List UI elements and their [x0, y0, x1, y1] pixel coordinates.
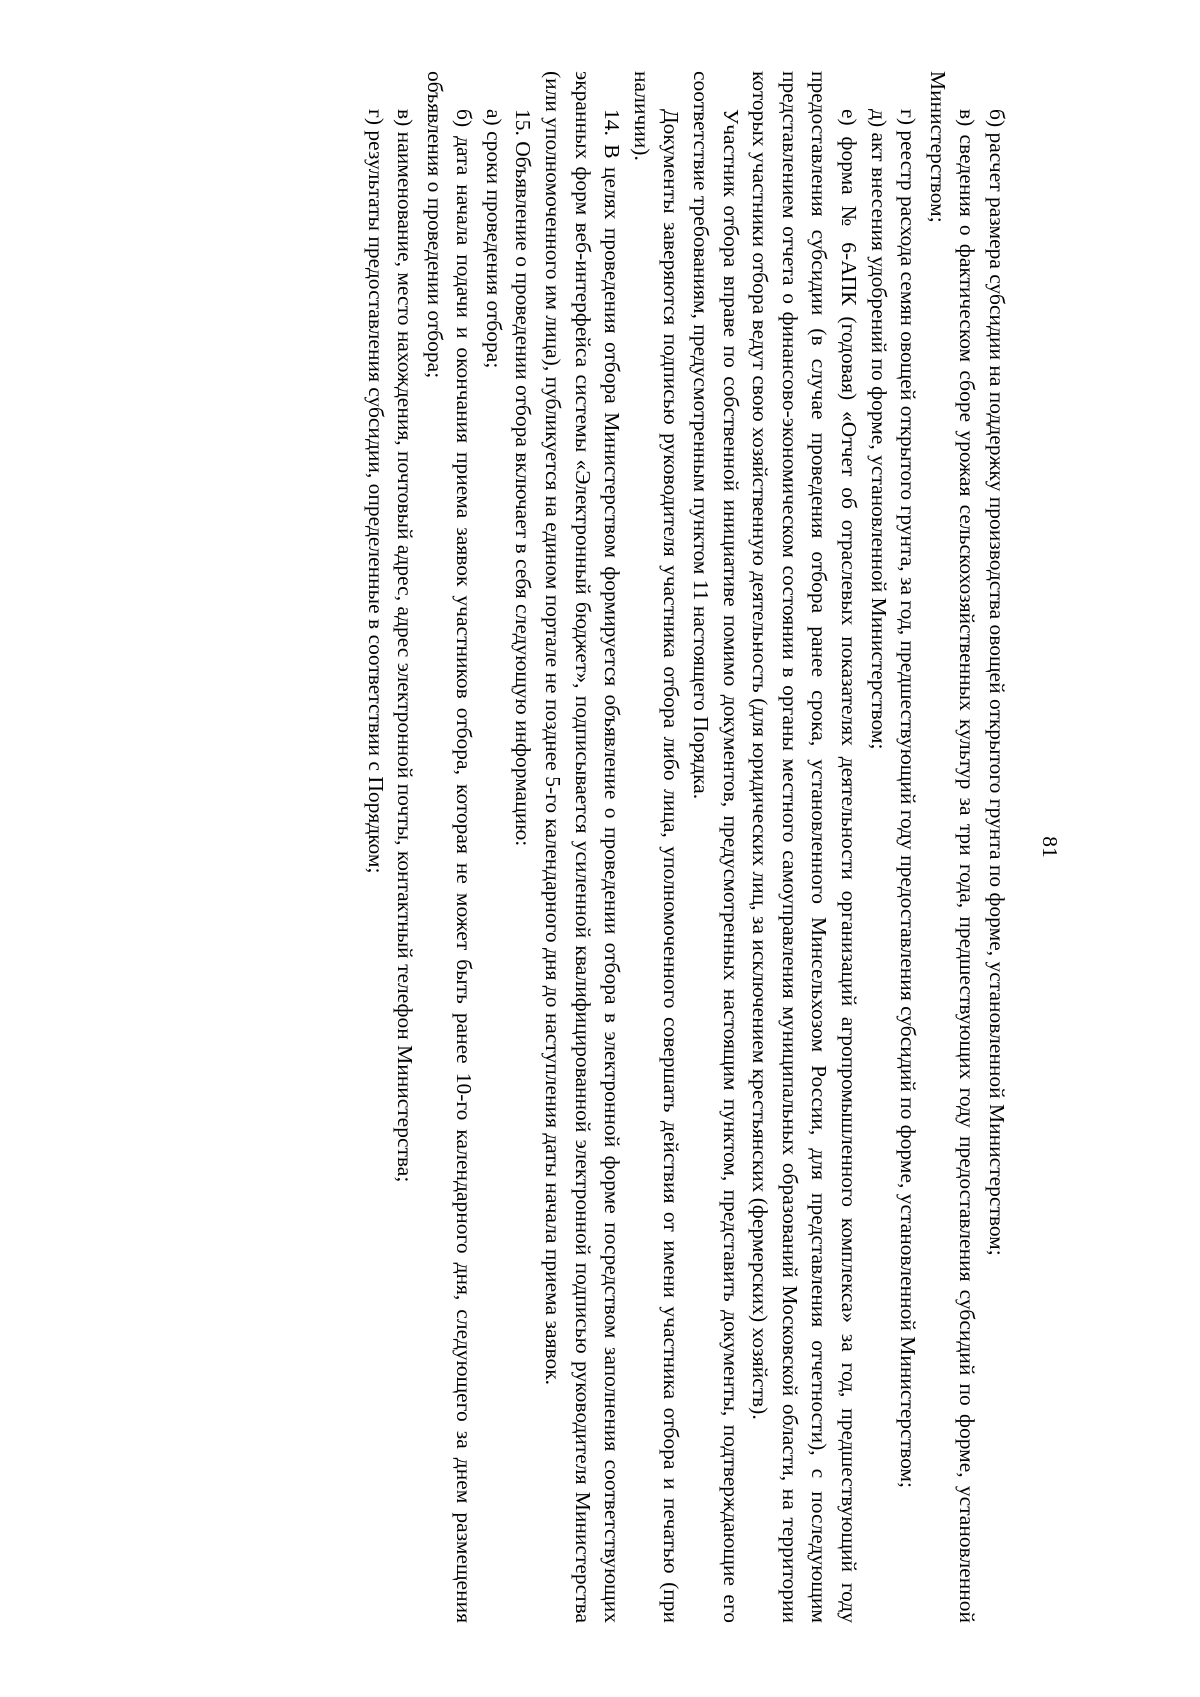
paragraph-v-harvest-info: в) сведения о фактическом сборе урожая сельскохозяйственных культур за три года, предшествующих году предоставления субсидий по форме, установленной Министерством; — [925, 71, 980, 1623]
paragraph-signature: Документы заверяются подписью руководителя участника отбора либо лица, уполномоченного совершать действия от имени участника отбора и печатью (при наличии). — [629, 71, 684, 1623]
paragraph-14-announcement: 14. В целях проведения отбора Министерством формируется объявление о проведении отбора в электронной форме посредством заполнения соответствующих экранных форм веб-интерфейса системы «Электронный бюджет», подписывается усиленной квалифицированной электронной подписью руководителя Министерства (или уполномоченного им лица), публикуется на едином портале не позднее 5-го календарного дня до наступления даты начала приема заявок. — [541, 71, 625, 1623]
paragraph-g-results: г) результаты предоставления субсидии, определенные в соответствии с Порядком; — [363, 109, 388, 874]
paragraph-b-dates: б) дата начала подачи и окончания приема заявок участников отбора, которая не может быть ранее 10-го календарного дня, следующего за днем размещения объявления о проведении отбора; — [422, 71, 477, 1623]
paragraph-g-seed-register: г) реестр расхода семян овощей открытого грунта, за год, предшествующий году предоставления субсидий по форме, установленной Министерством; — [896, 109, 921, 1489]
paragraph-v-contacts: в) наименование, место нахождения, почтовый адрес, адрес электронной почты, контактный телефон Министерства; — [393, 109, 418, 1183]
paragraph-own-initiative: Участник отбора вправе по собственной инициативе помимо документов, предусмотренных настоящим пунктом, представить документы, подтверждающие его соответствие требованиям, предусмотренным пунктом 11 настоящего Порядка. — [689, 71, 743, 1623]
page-number: 81 — [1038, 836, 1062, 858]
paragraph-e-form-6-apk: е) форма № 6-АПК (годовая) «Отчет об отраслевых показателях деятельности организаций агропромышленного комплекса» за год, предшествующий году предоставления субсидии (в случае проведения отбора ранее срока, установленного Минсельхозом России, для представления отчетности), с последующим представлением отчета о финансово-экономическом состоянии в органы местного самоуправления муниципальных образований Московской области, на территории которых участники отбора ведут свою хозяйственную деятельность (для юридических лиц, за исключением крестьянских (фермерских) хозяйств). — [748, 71, 862, 1623]
paragraph-a-terms: а) сроки проведения отбора; — [481, 109, 506, 369]
paragraph-15-intro: 15. Объявление о проведении отбора включает в себя следующую информацию: — [511, 109, 536, 847]
paragraph-d-fertilizer-act: д) акт внесения удобрений по форме, установленной Министерством; — [866, 109, 891, 750]
paragraph-b-calculation: б) расчет размера субсидии на поддержку производства овощей открытого грунта по форме, установленной Министерством; — [985, 109, 1009, 1256]
rotated-text-block — [135, 69, 1065, 1629]
